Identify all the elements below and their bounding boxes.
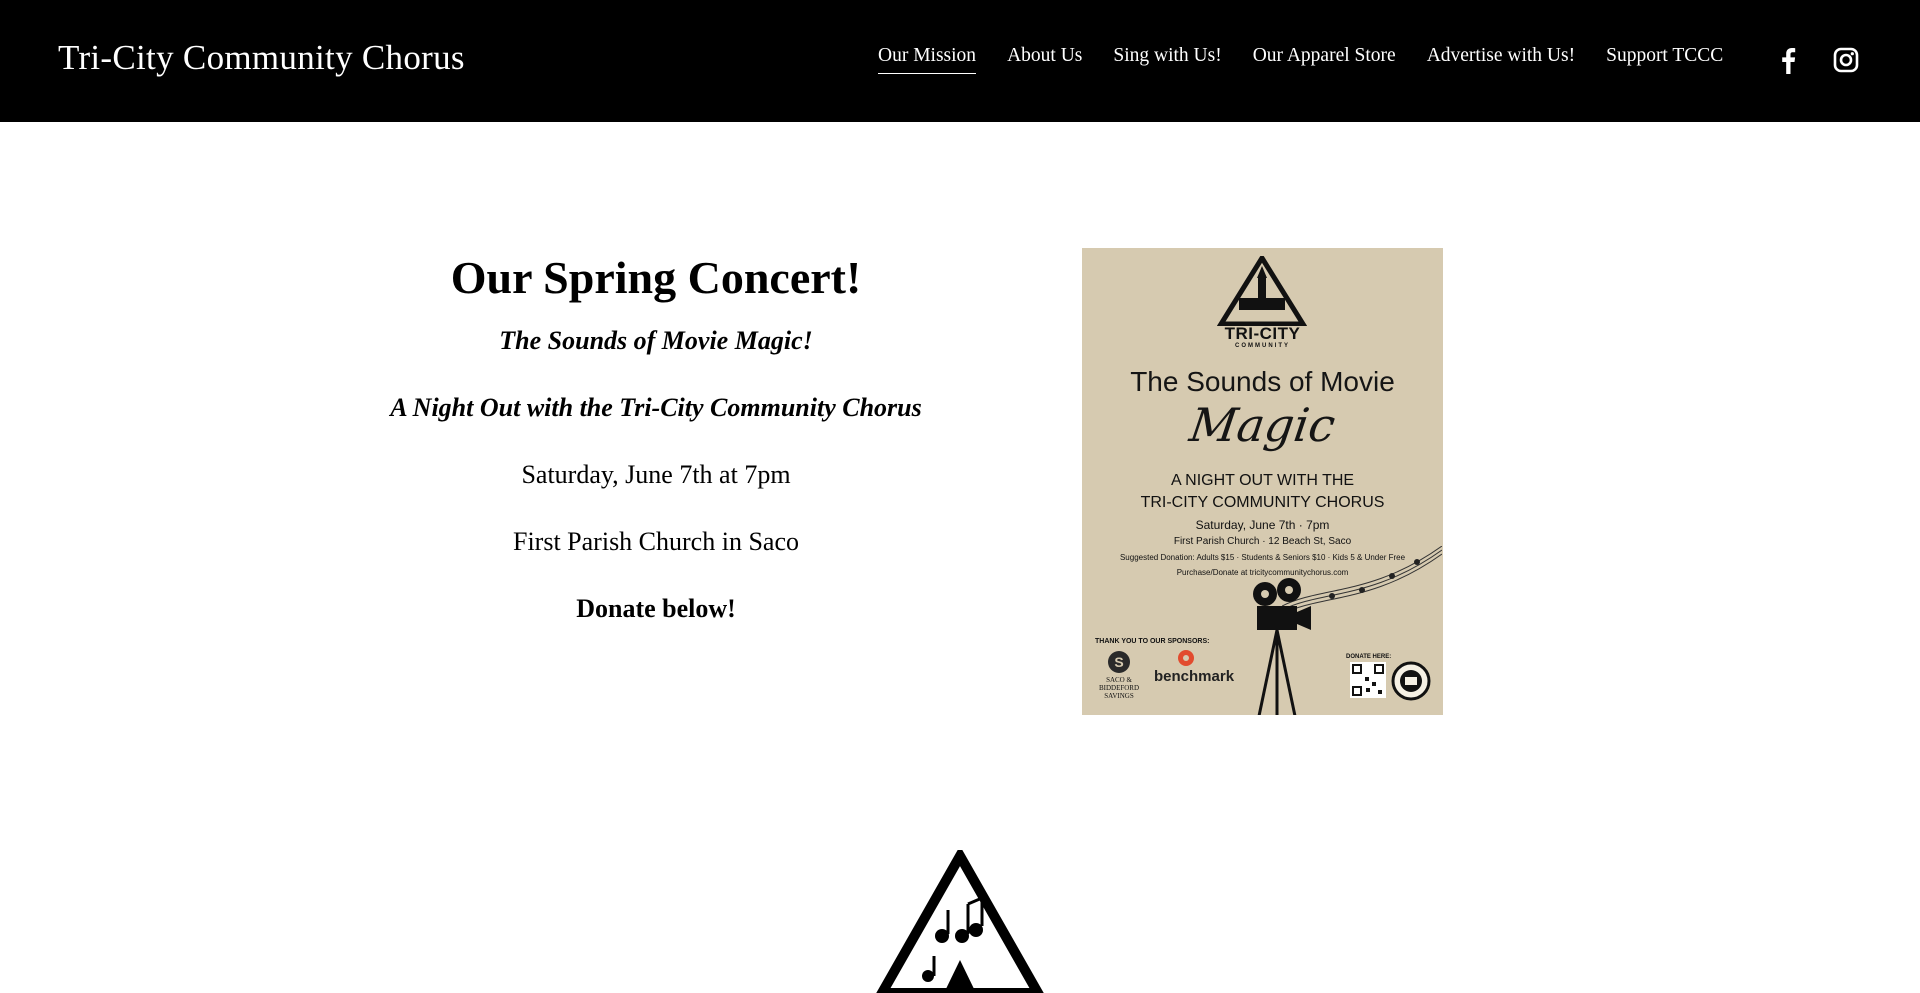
poster-sponsor2-label: benchmark bbox=[1154, 668, 1235, 685]
poster-sponsor1-label: SACO & BIDDEFORD SAVINGS bbox=[1098, 676, 1140, 700]
nav-advertise[interactable]: Advertise with Us! bbox=[1426, 45, 1576, 66]
concert-info bbox=[356, 246, 956, 628]
concert-date: Saturday, June 7th at 7pm bbox=[521, 460, 791, 489]
poster-brand-sub: COMMUNITY bbox=[1235, 343, 1290, 349]
chorus-triangle-logo-icon bbox=[1217, 256, 1307, 326]
poster-title: The Sounds of Movie bbox=[1130, 366, 1395, 397]
qr-code-icon[interactable] bbox=[1350, 662, 1386, 698]
poster-brand: TRI-CITY bbox=[1224, 324, 1301, 343]
concert-poster[interactable] bbox=[1082, 248, 1443, 715]
chorus-logo-icon bbox=[876, 850, 1044, 993]
nav-apparel-store[interactable]: Our Apparel Store bbox=[1252, 45, 1396, 66]
poster-date: Saturday, June 7th · 7pm bbox=[1195, 518, 1330, 532]
poster-sponsor-benchmark bbox=[1154, 666, 1234, 685]
poster-script: Magic bbox=[1186, 398, 1339, 452]
donate-cta: Donate below! bbox=[576, 594, 736, 623]
site-header bbox=[0, 0, 1920, 122]
paypal-badge-icon bbox=[1391, 661, 1431, 701]
instagram-icon[interactable] bbox=[1832, 46, 1860, 74]
concert-venue: First Parish Church in Saco bbox=[513, 527, 799, 556]
benchmark-logo-icon bbox=[1176, 648, 1196, 668]
poster-purchase: Purchase/Donate at tricitycommunitychorus.com bbox=[1176, 568, 1349, 577]
facebook-icon[interactable] bbox=[1774, 46, 1802, 74]
poster-night-line2: TRI-CITY COMMUNITY CHORUS bbox=[1140, 494, 1385, 511]
concert-tagline: A Night Out with the Tri-City Community Chorus bbox=[390, 393, 922, 422]
site-title[interactable]: Tri-City Community Chorus bbox=[58, 38, 465, 77]
concert-heading: Our Spring Concert! bbox=[450, 252, 862, 303]
poster-donate: DONATE HERE: bbox=[1346, 654, 1392, 660]
main-nav bbox=[878, 45, 1754, 74]
nav-support[interactable]: Support TCCC bbox=[1606, 45, 1724, 66]
svg-text:S: S bbox=[1114, 654, 1124, 670]
nav-our-mission[interactable]: Our Mission bbox=[878, 45, 976, 74]
poster-sponsor-saco bbox=[1094, 650, 1144, 700]
poster-venue: First Parish Church · 12 Beach St, Saco bbox=[1173, 536, 1352, 547]
poster-donation: Suggested Donation: Adults $15 · Students & Seniors $10 · Kids 5 & Under Free bbox=[1119, 553, 1406, 562]
film-camera-icon bbox=[1247, 576, 1317, 715]
nav-sing-with-us[interactable]: Sing with Us! bbox=[1113, 45, 1222, 66]
poster-thanks: THANK YOU TO OUR SPONSORS: bbox=[1095, 638, 1210, 645]
nav-about-us[interactable]: About Us bbox=[1007, 45, 1083, 66]
saco-biddeford-logo-icon bbox=[1106, 650, 1132, 674]
poster-night-line1: A NIGHT OUT WITH THE bbox=[1170, 472, 1355, 489]
concert-subtitle: The Sounds of Movie Magic! bbox=[499, 326, 813, 355]
